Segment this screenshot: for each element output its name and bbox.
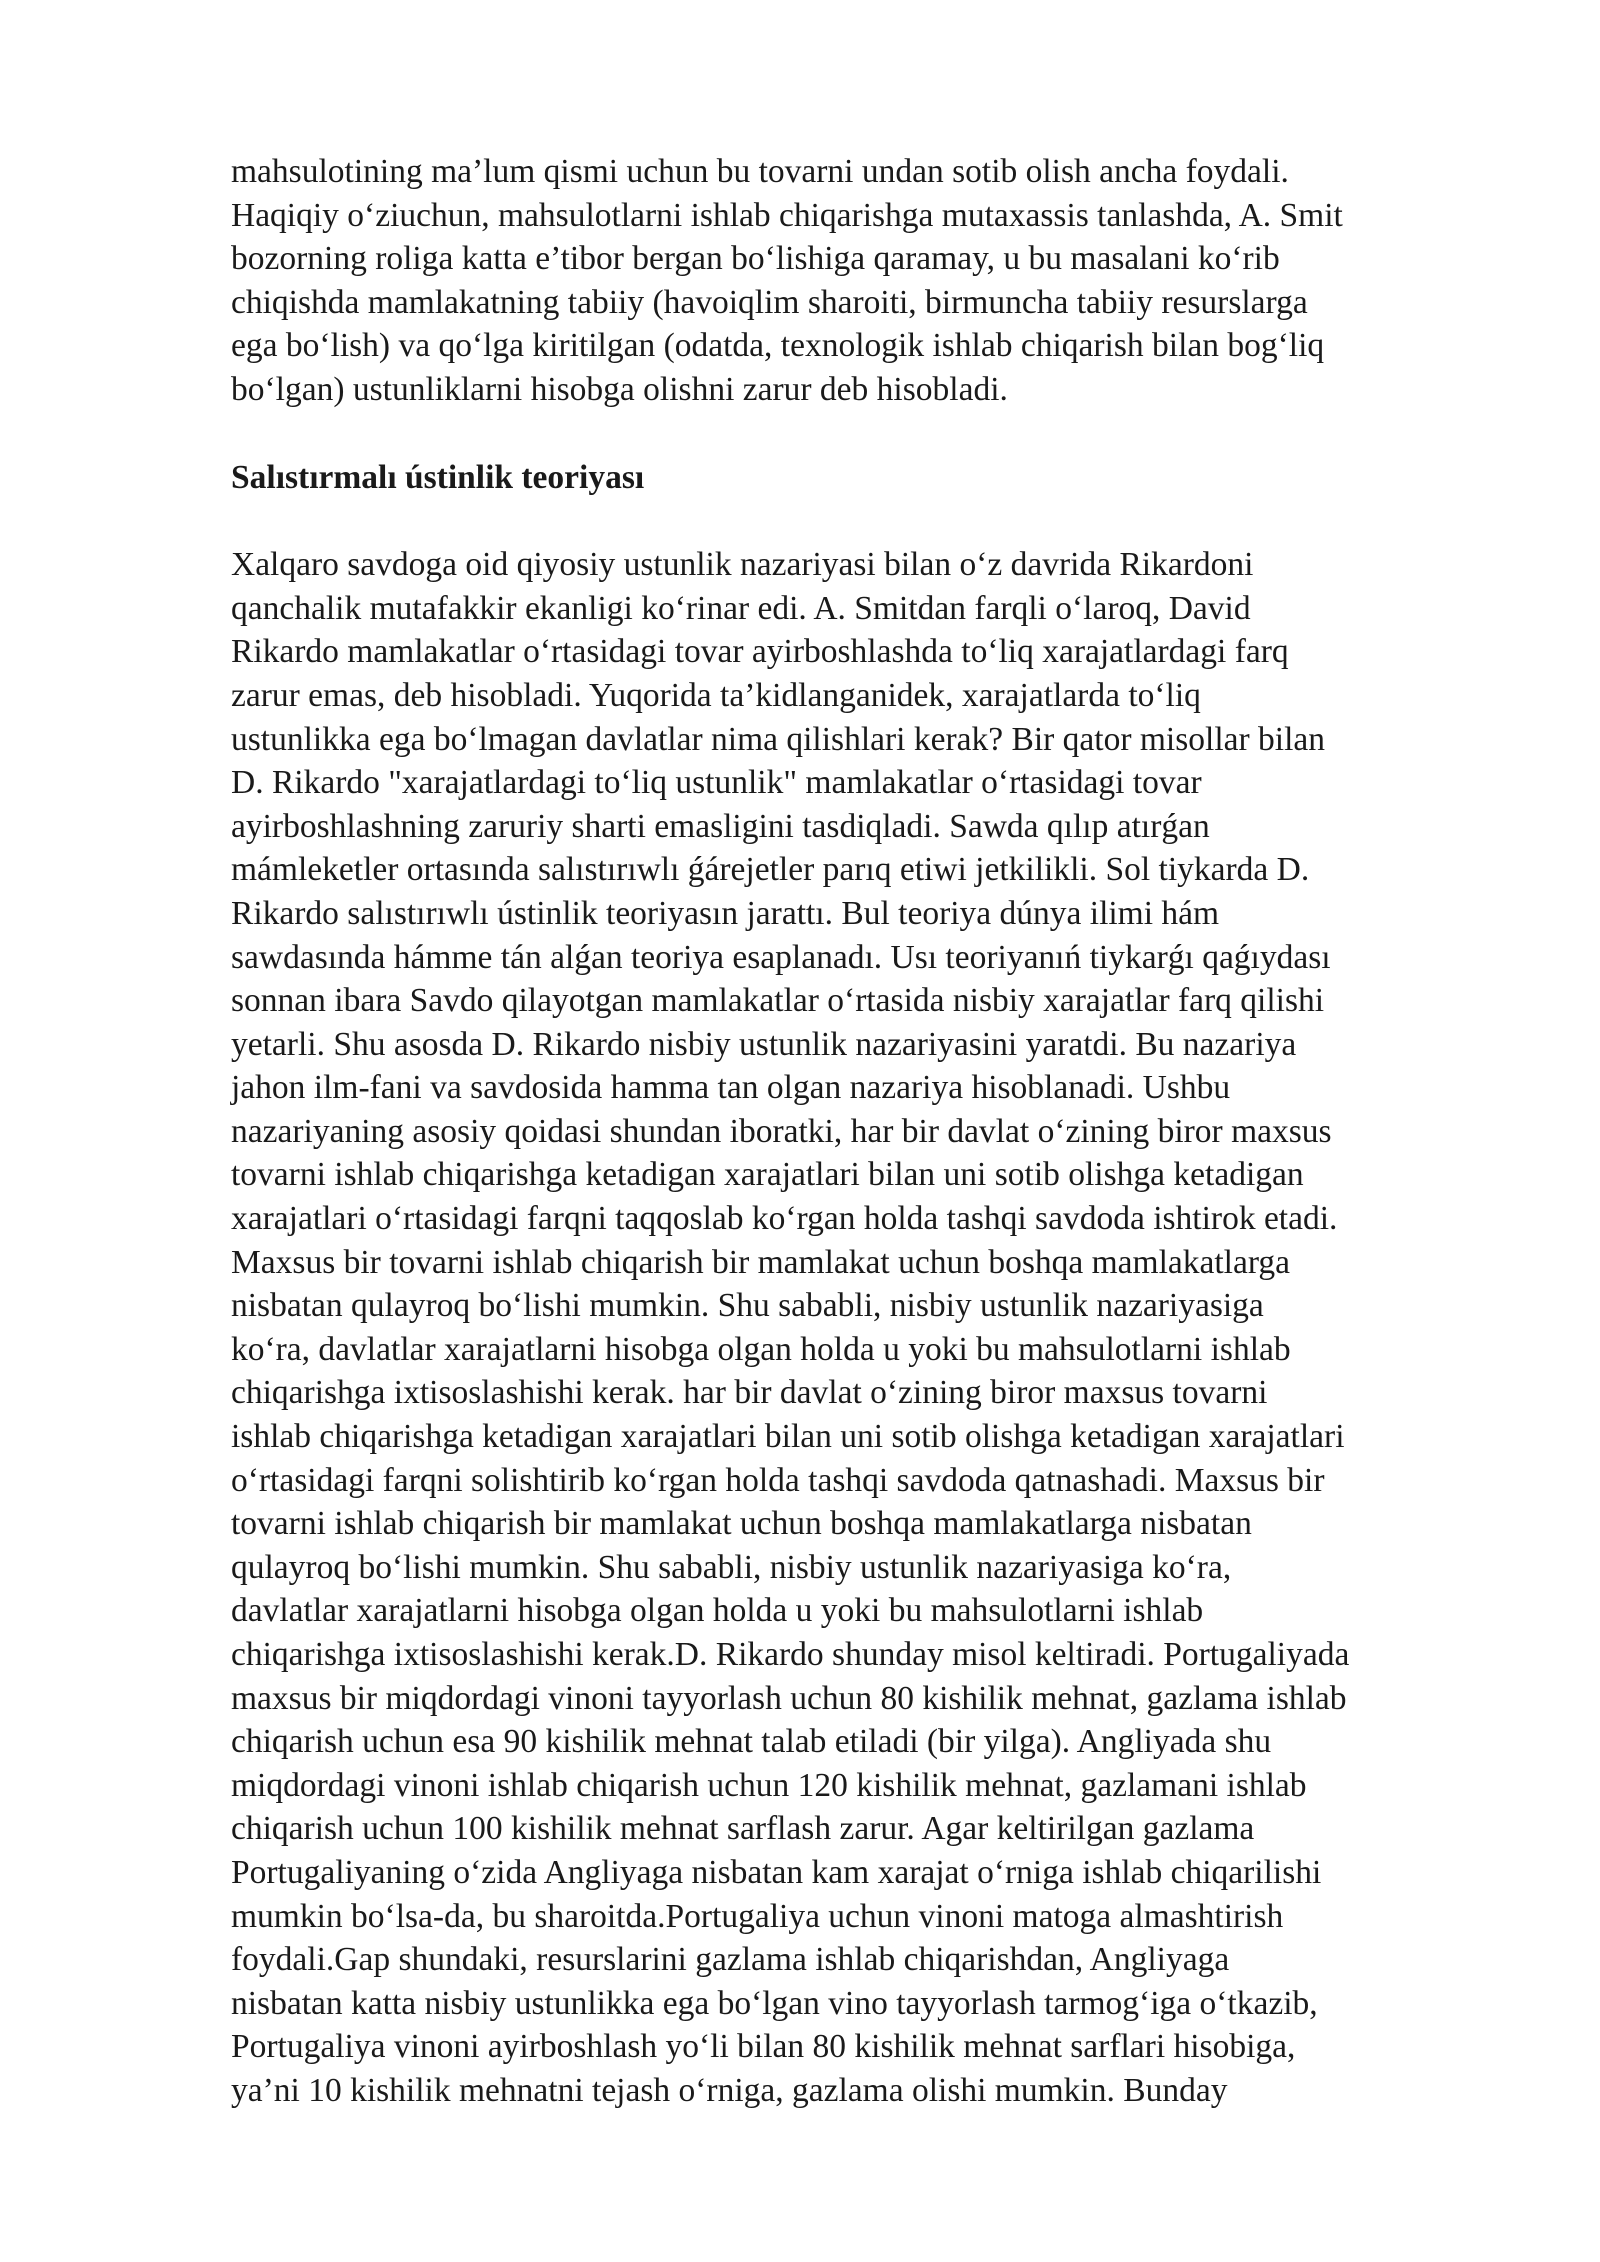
text-line: Rikardo mamlakatlar o‘rtasidagi tovar ayirboshlashda to‘liq xarajatlardagi farq: [231, 633, 1289, 671]
text-line: ega bo‘lish) va qo‘lga kiritilgan (odatda, texnologik ishlab chiqarish bilan bog‘liq: [231, 327, 1325, 365]
paragraph-main: [231, 543, 1506, 2112]
document-body: [231, 150, 1506, 2113]
text-line: Portugaliya vinoni ayirboshlash yo‘li bilan 80 kishilik mehnat sarflari hisobiga,: [231, 2028, 1296, 2066]
text-line: miqdordagi vinoni ishlab chiqarish uchun 120 kishilik mehnat, gazlamani ishlab: [231, 1766, 1307, 1804]
text-line: chiqarishga ixtisoslashishi kerak.D. Rikardo shunday misol keltiradi. Portugaliyada: [231, 1636, 1350, 1673]
text-line: o‘rtasidagi farqni solishtirib ko‘rgan holda tashqi savdoda qatnashadi. Maxsus bir: [231, 1461, 1325, 1499]
text-line: Portugaliyaning o‘zida Angliyaga nisbatan kam xarajat o‘rniga ishlab chiqarilishi: [231, 1853, 1322, 1891]
text-line: sawdasında hámme tán alǵan teoriya esaplanadı. Usı teoriyanıń tiykarǵı qaǵıydası: [231, 938, 1331, 976]
text-line: mumkin bo‘lsa-da, bu sharoitda.Portugaliya uchun vinoni matoga almashtirish: [231, 1897, 1284, 1935]
section-heading: Salıstırmalı ústinlik teoriyası: [231, 458, 645, 496]
text-line: mámleketler ortasında salıstırıwlı ǵárejetler parıq etiwi jetkilikli. Sol tiykarda D.: [231, 851, 1310, 889]
text-line: bo‘lgan) ustunliklarni hisobga olishni zarur deb hisobladi.: [231, 370, 1008, 408]
text-line: chiqarishga ixtisoslashishi kerak. har bir davlat o‘zining biror maxsus tovarni: [231, 1374, 1268, 1412]
text-line: chiqarish uchun esa 90 kishilik mehnat talab etiladi (bir yilga). Angliyada shu: [231, 1723, 1272, 1761]
text-line: mahsulotining ma’lum qismi uchun bu tovarni undan sotib olish ancha foydali.: [231, 153, 1289, 190]
text-line: ustunlikka ega bo‘lmagan davlatlar nima qilishlari kerak? Bir qator misollar bilan: [231, 720, 1326, 758]
text-line: tovarni ishlab chiqarishga ketadigan xarajatlari bilan uni sotib olishga ketadigan: [231, 1156, 1304, 1194]
text-line: Xalqaro savdoga oid qiyosiy ustunlik nazariyasi bilan o‘z davrida Rikardoni: [231, 546, 1254, 584]
text-line: Maxsus bir tovarni ishlab chiqarish bir mamlakat uchun boshqa mamlakatlarga: [231, 1243, 1291, 1281]
text-line: nisbatan katta nisbiy ustunlikka ega bo‘lgan vino tayyorlash tarmog‘iga o‘tkazib,: [231, 1984, 1318, 2022]
text-line: qanchalik mutafakkir ekanligi ko‘rinar edi. A. Smitdan farqli o‘laroq, David: [231, 589, 1251, 627]
text-line: maxsus bir miqdordagi vinoni tayyorlash uchun 80 kishilik mehnat, gazlama ishlab: [231, 1679, 1347, 1717]
paragraph-intro: [231, 150, 1506, 412]
text-line: qulayroq bo‘lishi mumkin. Shu sababli, nisbiy ustunlik nazariyasiga ko‘ra,: [231, 1548, 1232, 1586]
text-line: ayirboshlashning zaruriy sharti emasligini tasdiqladi. Sawda qılıp atırǵan: [231, 807, 1210, 845]
text-line: yetarli. Shu asosda D. Rikardo nisbiy ustunlik nazariyasini yaratdi. Bu nazariya: [231, 1025, 1297, 1063]
text-line: davlatlar xarajatlarni hisobga olgan holda u yoki bu mahsulotlarni ishlab: [231, 1592, 1204, 1630]
text-line: ishlab chiqarishga ketadigan xarajatlari bilan uni sotib olishga ketadigan xarajatlari: [231, 1418, 1345, 1456]
text-line: nisbatan qulayroq bo‘lishi mumkin. Shu sababli, nisbiy ustunlik nazariyasiga: [231, 1287, 1264, 1325]
text-line: nazariyaning asosiy qoidasi shundan iboratki, har bir davlat o‘zining biror maxsus: [231, 1112, 1332, 1150]
text-line: Rikardo salıstırıwlı ústinlik teoriyasın jarattı. Bul teoriya dúnya ilimi hám: [231, 894, 1220, 932]
text-line: zarur emas, deb hisobladi. Yuqorida ta’kidlanganidek, xarajatlarda to‘liq: [231, 676, 1201, 714]
text-line: xarajatlari o‘rtasidagi farqni taqqoslab ko‘rgan holda tashqi savdoda ishtirok etadi.: [231, 1200, 1338, 1238]
text-line: chiqarish uchun 100 kishilik mehnat sarflash zarur. Agar keltirilgan gazlama: [231, 1810, 1255, 1848]
text-line: ko‘ra, davlatlar xarajatlarni hisobga olgan holda u yoki bu mahsulotlarni ishlab: [231, 1330, 1291, 1368]
text-line: D. Rikardo "xarajatlardagi to‘liq ustunlik" mamlakatlar o‘rtasidagi tovar: [231, 764, 1202, 802]
text-line: bozorning roliga katta e’tibor bergan bo‘lishiga qaramay, u bu masalani ko‘rib: [231, 240, 1280, 278]
text-line: Haqiqiy o‘ziuchun, mahsulotlarni ishlab chiqarishga mutaxassis tanlashda, A. Smit: [231, 196, 1343, 234]
text-line: chiqishda mamlakatning tabiiy (havoiqlim sharoiti, birmuncha tabiiy resurslarga: [231, 283, 1308, 321]
text-line: jahon ilm-fani va savdosida hamma tan olgan nazariya hisoblanadi. Ushbu: [231, 1069, 1231, 1107]
text-line: tovarni ishlab chiqarish bir mamlakat uchun boshqa mamlakatlarga nisbatan: [231, 1505, 1252, 1543]
text-line: foydali.Gap shundaki, resurslarini gazlama ishlab chiqarishdan, Angliyaga: [231, 1941, 1230, 1979]
text-line: ya’ni 10 kishilik mehnatni tejash o‘rniga, gazlama olishi mumkin. Bunday: [231, 2071, 1228, 2109]
text-line: sonnan ibara Savdo qilayotgan mamlakatlar o‘rtasida nisbiy xarajatlar farq qilishi: [231, 982, 1325, 1020]
